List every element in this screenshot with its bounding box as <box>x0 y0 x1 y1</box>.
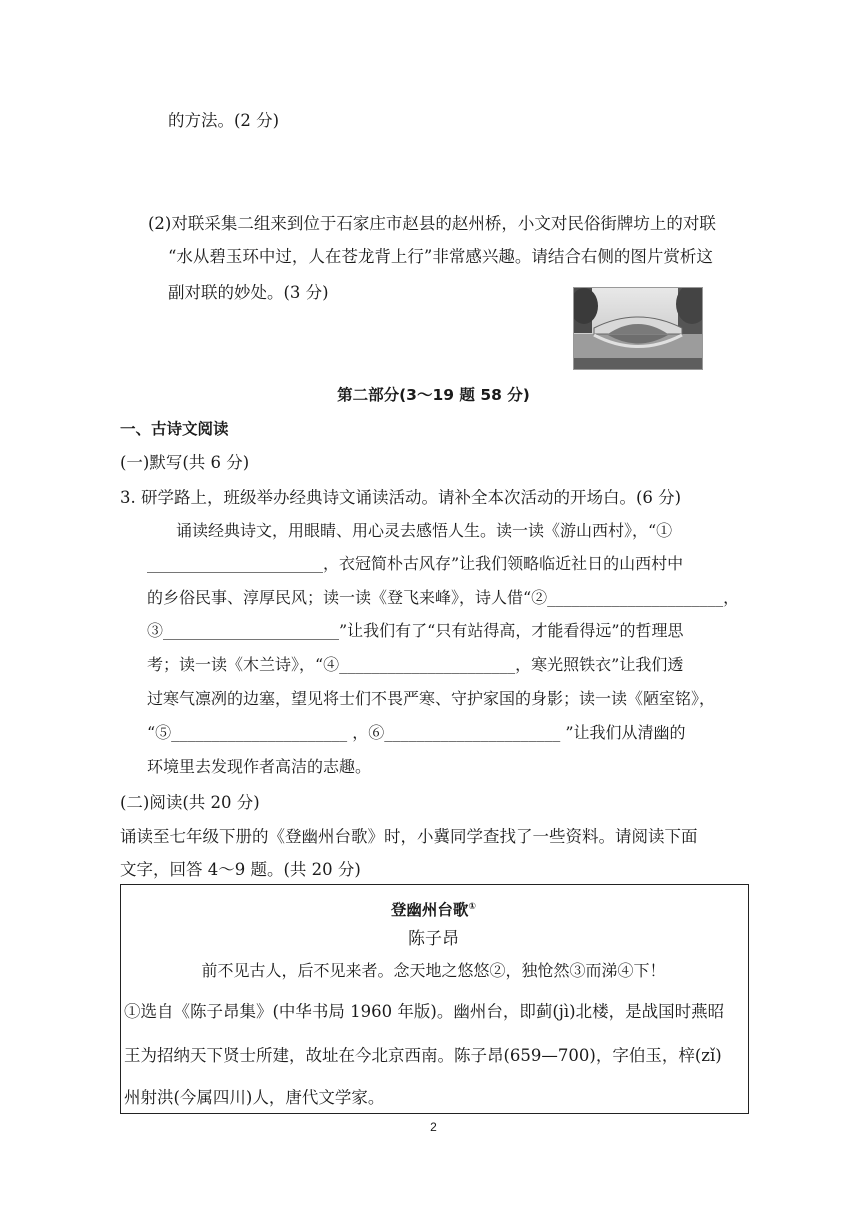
q3-line-7: “⑤______________________ ，⑥______________________ ”让我们从清幽的 <box>147 723 686 742</box>
reading-intro-line-1: 诵读至七年级下册的《登幽州台歌》时，小冀同学查找了一些资料。请阅读下面 <box>120 827 698 846</box>
reading-intro-line-2: 文字，回答 4～9 题。(共 20 分) <box>120 860 361 879</box>
zhaozhou-bridge-photo <box>573 287 703 370</box>
q3-line-2: ______________________，衣冠简朴古风存”让我们领略临近社日的山西村中 <box>147 554 684 573</box>
q2-part2-line-3: 副对联的妙处。(3 分) <box>168 283 329 302</box>
poem-title <box>0 896 867 921</box>
page-number: 2 <box>430 1120 437 1134</box>
poem-note-1: ①选自《陈子昂集》(中华书局 1960 年版)。幽州台，即蓟(jì)北楼，是战国时燕昭 <box>124 1002 725 1021</box>
q3-line-4: ③______________________”让我们有了“只有站得高，才能看得远”的哲理思 <box>147 621 684 640</box>
poem-title-text: 登幽州台歌 <box>390 901 469 920</box>
q3-line-5: 考；读一读《木兰诗》，“④______________________，寒光照铁衣”让我们透 <box>147 655 684 674</box>
q3-line-8: 环境里去发现作者高洁的志趣。 <box>147 757 372 776</box>
q3-line-3: 的乡俗民事、淳厚民风；读一读《登飞来峰》，诗人借“②______________________， <box>147 588 740 607</box>
q2-part2-line-1: (2)对联采集二组来到位于石家庄市赵县的赵州桥，小文对民俗街牌坊上的对联 <box>148 214 716 233</box>
section1-title: 一、古诗文阅读 <box>120 420 229 438</box>
q3-stem: 3. 研学路上，班级举办经典诗文诵读活动。请补全本次活动的开场白。(6 分) <box>120 488 682 507</box>
sub2-title: (二)阅读(共 20 分) <box>120 793 260 812</box>
q3-line-6: 过寒气凛冽的边塞，望见将士们不畏严寒、守护家国的身影；读一读《陋室铭》， <box>147 689 716 708</box>
poem-title-note: ① <box>468 902 477 912</box>
sub1-title: (一)默写(共 6 分) <box>120 453 250 472</box>
q2-part2-line-2: “水从碧玉环中过，人在苍龙背上行”非常感兴趣。请结合右侧的图片赏析这 <box>168 247 713 266</box>
q3-line-1: 诵读经典诗文，用眼睛、用心灵去感悟人生。读一读《游山西村》，“① <box>176 521 673 540</box>
poem-note-3: 州射洪(今属四川)人，唐代文学家。 <box>124 1088 385 1107</box>
part2-title: 第二部分(3～19 题 58 分) <box>337 386 530 404</box>
prev-question-tail: 的方法。(2 分) <box>168 111 280 130</box>
poem-text: 前不见古人，后不见来者。念天地之悠悠②，独怆然③而涕④下！ <box>201 961 666 980</box>
poem-note-2: 王为招纳天下贤士所建，故址在今北京西南。陈子昂(659—700)，字伯玉，梓(zǐ) <box>124 1046 722 1065</box>
poem-author: 陈子昂 <box>408 929 459 949</box>
